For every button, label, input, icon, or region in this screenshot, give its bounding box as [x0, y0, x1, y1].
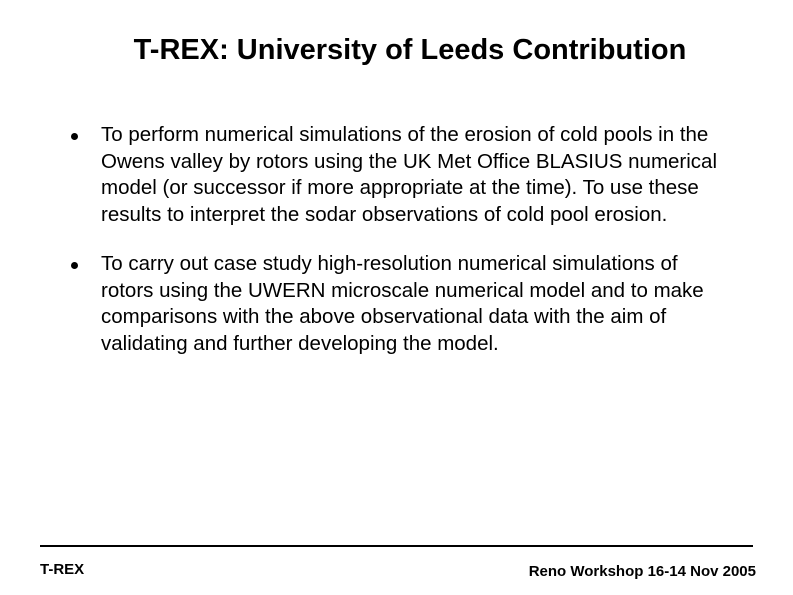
bullet-dot-icon: [71, 133, 78, 140]
bullet-dot-icon: [71, 262, 78, 269]
footer-left-label: T-REX: [40, 561, 85, 578]
bullet-item: [0, 122, 793, 228]
bullet-list: [0, 122, 793, 380]
footer-right-label: Reno Workshop 16-14 Nov 2005: [528, 563, 756, 580]
bullet-text: To perform numerical simulations of the erosion of cold pools in the Owens valley by rotors using the UK Met Office BLASIUS numerical model (or successor if more appropriate at the time). To use these results to interpret the sodar observations of cold pool erosion.: [101, 123, 718, 226]
slide-title: T-REX: University of Leeds Contribution: [133, 34, 687, 66]
bullet-item: [0, 251, 793, 357]
bullet-text: To carry out case study high-resolution numerical simulations of rotors using the UWERN microscale numerical model and to make comparisons with the above observational data with the aim of validating and further developing the model.: [101, 252, 704, 355]
footer-divider: [40, 545, 753, 547]
